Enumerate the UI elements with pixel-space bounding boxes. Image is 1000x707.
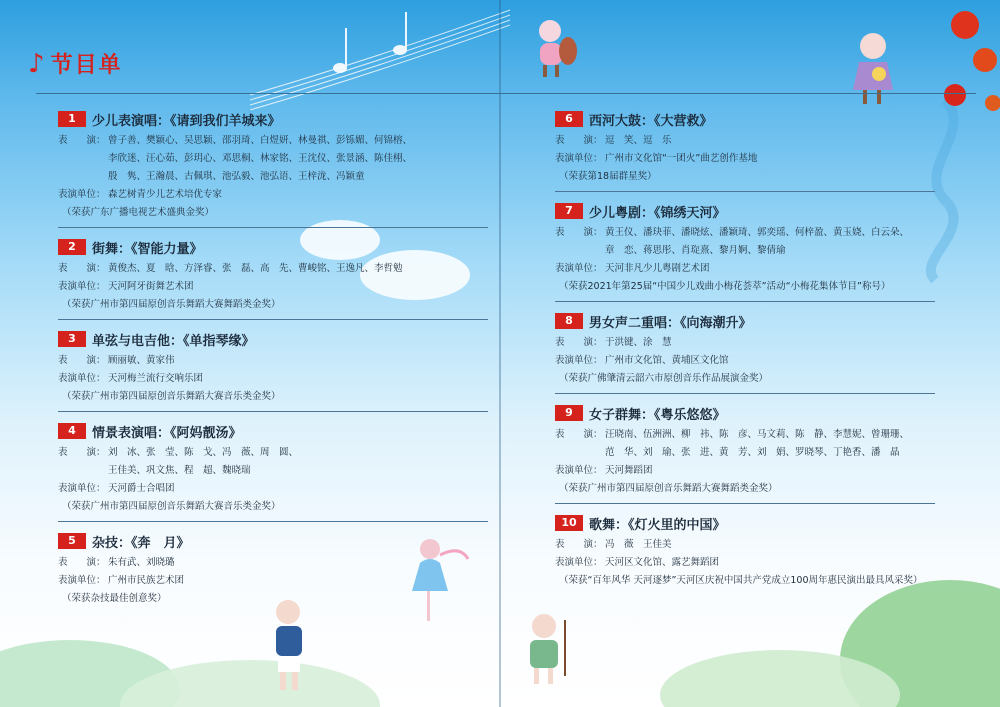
- program-number-badge: 10: [555, 515, 583, 531]
- program-title: 少儿粤剧：《锦绣天河》: [589, 205, 726, 221]
- program-item: [555, 403, 935, 504]
- program-number-badge: 6: [555, 111, 583, 127]
- page-title: [28, 48, 123, 79]
- detail-label: 表演单位：: [58, 483, 106, 494]
- detail-label: 表 演：: [58, 557, 106, 568]
- program-title: 情景表演唱：《阿妈靓汤》: [92, 425, 242, 441]
- detail-value: 广州市文化馆、黄埔区文化馆: [605, 355, 729, 366]
- program-item: [555, 513, 935, 595]
- detail-value: 天河梅兰流行交响乐团: [108, 373, 204, 384]
- program-detail-row: [555, 132, 935, 150]
- detail-value: 森艺树青少儿艺术培优专家: [108, 189, 223, 200]
- detail-value: 黄王仪、潘玦菲、潘晓炫、潘颖琦、郭奕瑶、何梓盈、黄玉娆、白云朵、: [605, 227, 910, 238]
- program-number-badge: 9: [555, 405, 583, 421]
- program-detail-row: [58, 186, 488, 204]
- program-item-header: [58, 329, 488, 349]
- program-title: 街舞：《智能力量》: [92, 241, 203, 257]
- program-item: [58, 329, 488, 412]
- detail-label: 表演单位：: [555, 153, 603, 164]
- detail-value: 殷 隽、王瀚晨、古佩琪、池弘毅、池弘语、王梓泷、冯颖童: [108, 171, 365, 182]
- program-detail-row: [58, 480, 488, 498]
- program-number-badge: 4: [58, 423, 86, 439]
- detail-label: [58, 168, 108, 186]
- flower-decoration: [915, 5, 1000, 125]
- program-column-right: [555, 109, 935, 604]
- award-note: （荣获广佛肇清云韶六市原创音乐作品展演金奖）: [559, 373, 769, 384]
- detail-label: 表演单位：: [555, 557, 603, 568]
- program-item-header: [58, 421, 488, 441]
- program-item-header: [58, 237, 488, 257]
- program-item-header: [58, 109, 488, 129]
- detail-value: 天河区文化馆、露艺舞蹈团: [605, 557, 720, 568]
- detail-label: 表 演：: [555, 429, 603, 440]
- detail-value: 广州市民族艺术团: [108, 575, 185, 586]
- program-number-badge: 8: [555, 313, 583, 329]
- program-title: 单弦与电吉他：《单指琴缘》: [92, 333, 255, 349]
- detail-value: 汪晓南、伍洲洲、柳 祎、陈 彦、马文莉、陈 静、李慧妮、曾珊珊、: [605, 429, 910, 440]
- award-note: （荣获广州市第四届原创音乐舞蹈大赛音乐类金奖）: [62, 501, 281, 512]
- detail-label: 表 演：: [555, 539, 603, 550]
- program-item: [58, 109, 488, 228]
- detail-label: 表 演：: [58, 135, 106, 146]
- program-item: [555, 311, 935, 394]
- program-item: [58, 531, 488, 613]
- detail-value: 王佳美、巩文焦、程 超、魏晓瑞: [108, 465, 251, 476]
- detail-label: 表 演：: [555, 135, 603, 146]
- program-detail-row: [555, 352, 935, 370]
- detail-value: 天河舞蹈团: [605, 465, 653, 476]
- program-title: 杂技：《奔 月》: [92, 535, 190, 551]
- program-title: 女子群舞：《粤乐悠悠》: [589, 407, 726, 423]
- detail-label: 表 演：: [555, 337, 603, 348]
- detail-value: 范 华、刘 瑜、张 进、黄 芳、刘 娟、罗晓琴、丁艳香、潘 晶: [605, 447, 900, 458]
- program-item-header: [555, 513, 935, 533]
- program-item-header: [555, 109, 935, 129]
- program-detail-row: [58, 444, 488, 462]
- program-detail-row: [555, 224, 935, 242]
- detail-label: [58, 462, 108, 480]
- program-detail-row: [58, 278, 488, 296]
- detail-label: [58, 150, 108, 168]
- award-note: （荣获2021年第25届“中国少儿戏曲小梅花荟萃”活动“小梅花集体节目”称号）: [559, 281, 891, 292]
- program-item: [58, 237, 488, 320]
- sheep-singer-decoration: [845, 28, 905, 108]
- program-item: [555, 109, 935, 192]
- award-note: （荣获广州市第四届原创音乐舞蹈大赛舞蹈类金奖）: [62, 299, 281, 310]
- program-detail-row: [555, 150, 935, 168]
- program-title: 歌舞：《灯火里的中国》: [589, 517, 726, 533]
- program-number-badge: 7: [555, 203, 583, 219]
- detail-value: 逗 笑、逗 乐: [605, 135, 672, 146]
- center-fold: [499, 0, 501, 707]
- award-note: （荣获广州市第四届原创音乐舞蹈大赛音乐类金奖）: [62, 391, 281, 402]
- award-note: （荣获“百年风华 天河逐梦”天河区庆祝中国共产党成立100周年惠民演出最具风采奖）: [559, 575, 923, 586]
- detail-label: [555, 242, 605, 260]
- detail-value: 曾子善、樊颖心、吴思颖、邵羽琦、白煜妍、林曼祺、彭铄媚、何锦榕、: [108, 135, 413, 146]
- program-detail-row: [58, 168, 488, 186]
- detail-value: 朱有武、刘晓璐: [108, 557, 175, 568]
- program-column-left: [58, 109, 488, 622]
- program-number-badge: 2: [58, 239, 86, 255]
- program-detail-row: [555, 462, 935, 480]
- detail-value: 李欣迷、汪心茹、彭玥心、邓思桐、林家铭、王沈仪、张景涵、陈佳栩、: [108, 153, 413, 164]
- detail-label: 表 演：: [58, 447, 106, 458]
- award-note: （荣获广州市第四届原创音乐舞蹈大赛舞蹈类金奖）: [559, 483, 778, 494]
- sheep-erhu-decoration: [520, 610, 580, 690]
- program-title: 西河大鼓：《大营救》: [589, 113, 713, 129]
- detail-label: 表演单位：: [555, 263, 603, 274]
- program-detail-row: [555, 242, 935, 260]
- detail-value: 天河非凡少儿粤剧艺术团: [605, 263, 710, 274]
- program-detail-row: [555, 444, 935, 462]
- program-title: 男女声二重唱：《向海潮升》: [589, 315, 752, 331]
- award-note: （荣获杂技最佳创意奖）: [62, 593, 167, 604]
- detail-value: 刘 冰、张 莹、陈 戈、冯 薇、周 圆、: [108, 447, 299, 458]
- award-note: （荣获广东广播电视艺术盛典金奖）: [62, 207, 215, 218]
- program-detail-row: [555, 426, 935, 444]
- program-detail-row: [555, 334, 935, 352]
- detail-label: 表演单位：: [58, 373, 106, 384]
- detail-label: 表 演：: [555, 227, 603, 238]
- detail-label: [555, 444, 605, 462]
- award-note: （荣获第18届群星奖）: [559, 171, 657, 182]
- program-detail-row: [58, 150, 488, 168]
- program-detail-row: [58, 132, 488, 150]
- program-detail-row: [58, 462, 488, 480]
- program-detail-row: [555, 536, 935, 554]
- detail-label: 表演单位：: [555, 465, 603, 476]
- program-title: 少儿表演唱：《请到我们羊城来》: [92, 113, 281, 129]
- program-number-badge: 1: [58, 111, 86, 127]
- detail-value: 天河爵士合唱团: [108, 483, 175, 494]
- detail-value: 顾丽敏、黄家伟: [108, 355, 175, 366]
- program-item-header: [58, 531, 488, 551]
- detail-label: 表演单位：: [58, 575, 106, 586]
- program-detail-row: [58, 554, 488, 572]
- detail-value: 冯 薇 王佳美: [605, 539, 672, 550]
- detail-label: 表演单位：: [555, 355, 603, 366]
- program-item-header: [555, 403, 935, 423]
- detail-value: 于洪键、涂 慧: [605, 337, 672, 348]
- detail-label: 表 演：: [58, 355, 106, 366]
- detail-label: 表演单位：: [58, 281, 106, 292]
- program-item: [58, 421, 488, 522]
- program-number-badge: 5: [58, 533, 86, 549]
- detail-value: 天河阿牙街舞艺术团: [108, 281, 194, 292]
- page-title-text: 节目单: [50, 53, 123, 78]
- detail-value: 广州市文化馆“一团火”曲艺创作基地: [605, 153, 758, 164]
- program-detail-row: [58, 352, 488, 370]
- music-note-icon: ♪: [28, 48, 45, 79]
- program-item: [555, 201, 935, 302]
- program-number-badge: 3: [58, 331, 86, 347]
- program-detail-row: [58, 370, 488, 388]
- sheep-pipa-decoration: [528, 15, 588, 80]
- program-item-header: [555, 201, 935, 221]
- program-detail-row: [58, 260, 488, 278]
- detail-value: 黄俊杰、夏 晗、方泽睿、张 磊、高 先、曹峻铭、王逸凡、李哲勉: [108, 263, 403, 274]
- detail-label: 表 演：: [58, 263, 106, 274]
- program-item-header: [555, 311, 935, 331]
- detail-value: 章 恋、蒋思彤、肖琁熹、黎月婀、黎倩瑜: [605, 245, 786, 256]
- program-detail-row: [58, 572, 488, 590]
- detail-label: 表演单位：: [58, 189, 106, 200]
- program-detail-row: [555, 260, 935, 278]
- header-divider: [36, 93, 976, 94]
- program-detail-row: [555, 554, 935, 572]
